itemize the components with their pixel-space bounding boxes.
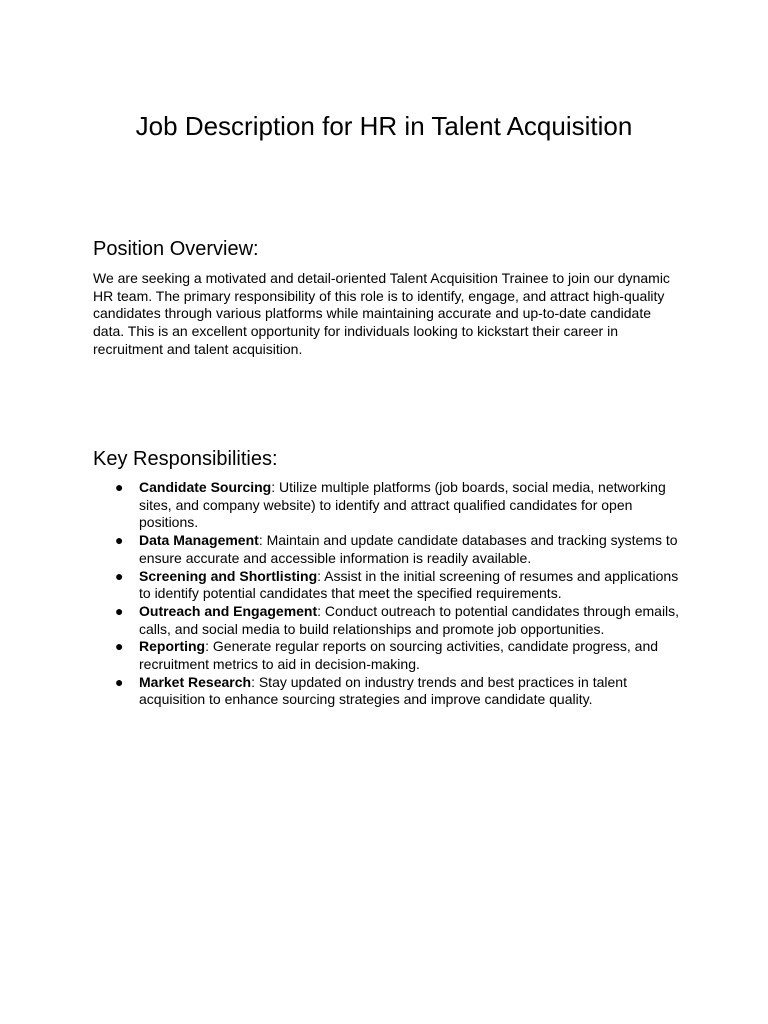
bullet-icon: ●: [115, 567, 124, 584]
responsibility-text: : Maintain and update candidate databases and tracking systems to ensure accurate and accessible information is readily available.: [139, 532, 678, 566]
position-overview-heading: Position Overview:: [93, 238, 259, 260]
position-overview-text: We are seeking a motivated and detail-oriented Talent Acquisition Trainee to join our dynamic HR team. The primary responsibility of this role is to identify, engage, and attract high-quality candidates through various platforms while maintaining accurate and up-to-date candidate data. This is an excellent opportunity for individuals looking to kickstart their career in recruitment and talent acquisition.: [93, 270, 670, 357]
responsibility-text: : Stay updated on industry trends and best practices in talent acquisition to enhance sourcing strategies and improve candidate quality.: [139, 673, 627, 708]
responsibility-item-reporting: [93, 638, 683, 673]
responsibility-title: Candidate Sourcing: [139, 479, 272, 495]
bullet-icon: ●: [115, 673, 124, 690]
responsibility-title: Market Research: [139, 673, 252, 690]
responsibility-title: Data Management: [139, 532, 259, 549]
responsibility-text: : Assist in the initial screening of resumes and applications to identify potential candidates that meet the specified requirements.: [139, 567, 679, 602]
responsibility-item-screening-shortlisting: [93, 568, 683, 603]
bullet-icon: ●: [115, 532, 124, 549]
responsibility-title: Screening and Shortlisting: [139, 567, 318, 584]
bullet-icon: ●: [115, 479, 124, 495]
responsibility-item-data-management: [93, 532, 683, 567]
responsibility-title: Reporting: [139, 638, 206, 655]
responsibility-text: : Generate regular reports on sourcing activities, candidate progress, and recruitment metrics to aid in decision-making.: [139, 638, 659, 673]
document-title: Job Description for HR in Talent Acquisition: [135, 111, 633, 141]
responsibility-text: : Conduct outreach to potential candidates through emails, calls, and social media to build relationships and promote job opportunities.: [139, 602, 680, 637]
responsibility-item-market-research: [93, 674, 683, 709]
responsibility-title: Outreach and Engagement: [139, 602, 318, 619]
bullet-icon: ●: [115, 602, 124, 619]
key-responsibilities-heading: Key Responsibilities:: [93, 448, 278, 470]
responsibilities-list: [93, 479, 683, 709]
responsibility-text: : Utilize multiple platforms (job boards, social media, networking sites, and company website) to identify and attract qualified candidates for open positions.: [139, 479, 666, 531]
bullet-icon: ●: [115, 638, 124, 655]
responsibility-item-outreach-engagement: [93, 603, 683, 638]
responsibility-item-candidate-sourcing: [93, 479, 683, 532]
